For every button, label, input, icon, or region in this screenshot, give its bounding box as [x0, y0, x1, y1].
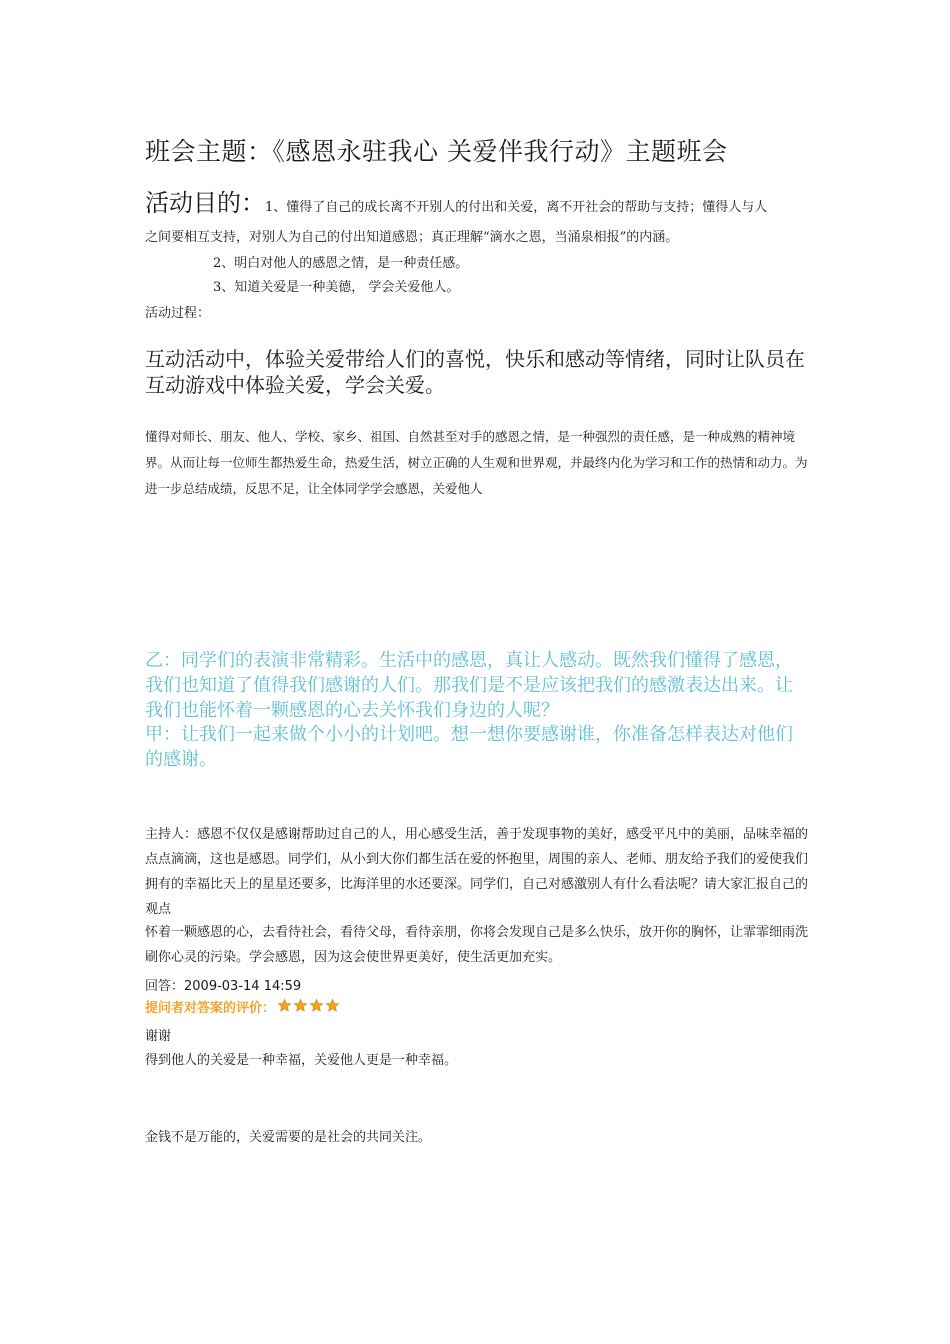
gratitude-paragraph: 懂得对师长、朋友、他人、学校、家乡、祖国、自然甚至对手的感恩之情，是一种强烈的责任感，是一种成熟的精神境界。从而让每一位师生都热爱生命，热爱生活，树立正确的人生观和世界观，并最终内化为学习和工作的热情和动力。为进一步总结成绩，反思不足，让全体同学学会感恩，关爱他人	[145, 429, 808, 496]
thanks-text: 谢谢	[145, 1029, 172, 1044]
goal-2: 2、明白对他人的感恩之情，是一种责任感。	[213, 256, 469, 271]
goal-1-continued: 之间要相互支持，对别人为自己的付出知道感恩；真正理解“滴水之恩，当涌泉相报”的内涵。	[145, 230, 679, 245]
rating-stars	[277, 998, 341, 1017]
goals-label: 活动目的：	[145, 189, 265, 217]
star-icon	[325, 998, 340, 1013]
answer-time: 2009-03-14 14:59	[184, 979, 302, 994]
answer-timestamp	[145, 975, 301, 994]
star-icon	[293, 998, 308, 1013]
money-text: 金钱不是万能的，关爱需要的是社会的共同关注。	[145, 1130, 432, 1145]
dialogue-b: 乙：同学们的表演非常精彩。生活中的感恩，真让人感动。既然我们懂得了感恩，我们也知道了值得我们感谢的人们。那我们是不是应该把我们的感激表达出来。让我们也能怀着一颗感恩的心去关怀我们身边的人呢？	[145, 650, 793, 721]
page-title: 班会主题：《感恩永驻我心 关爱伴我行动》主题班会	[145, 137, 728, 166]
rating-label: 提问者对答案的评价：	[145, 1001, 276, 1016]
happiness-text: 得到他人的关爱是一种幸福，关爱他人更是一种幸福。	[145, 1053, 458, 1068]
answer-label: 回答：	[145, 979, 185, 994]
goal-1: 1、懂得了自己的成长离不开别人的付出和关爱，离不开社会的帮助与支持；懂得人与人	[265, 200, 768, 215]
star-icon	[277, 998, 292, 1013]
interactive-activity-paragraph: 互动活动中，体验关爱带给人们的喜悦，快乐和感动等情绪，同时让队员在互动游戏中体验关爱，学会关爱。	[145, 347, 805, 397]
gratitude-heart-paragraph: 怀着一颗感恩的心，去看待社会，看待父母，看待亲朋，你将会发现自己是多么快乐，放开你的胸怀，让霏霏细雨洗刷你心灵的污染。学会感恩，因为这会使世界更美好，使生活更加充实。	[145, 925, 809, 965]
process-label: 活动过程：	[145, 306, 211, 321]
goals-line-1	[145, 183, 810, 219]
goal-3: 3、知道关爱是一种美德， 学会关爱他人。	[213, 280, 460, 295]
star-icon	[309, 998, 324, 1013]
dialogue-a: 甲：让我们一起来做个小小的计划吧。想一想你要感谢谁，你准备怎样表达对他们的感谢。	[145, 724, 793, 770]
host-paragraph: 主持人：感恩不仅仅是感谢帮助过自己的人，用心感受生活，善于发现事物的美好，感受平凡中的美丽，品味幸福的点点滴滴，这也是感恩。同学们，从小到大你们都生活在爱的怀抱里，周围的亲人、老师、朋友给予我们的爱使我们拥有的幸福比天上的星星还要多，比海洋里的水还要深。同学们，自己对感激别人有什么看法呢？请大家汇报自己的观点	[145, 827, 809, 917]
asker-rating	[145, 997, 341, 1017]
